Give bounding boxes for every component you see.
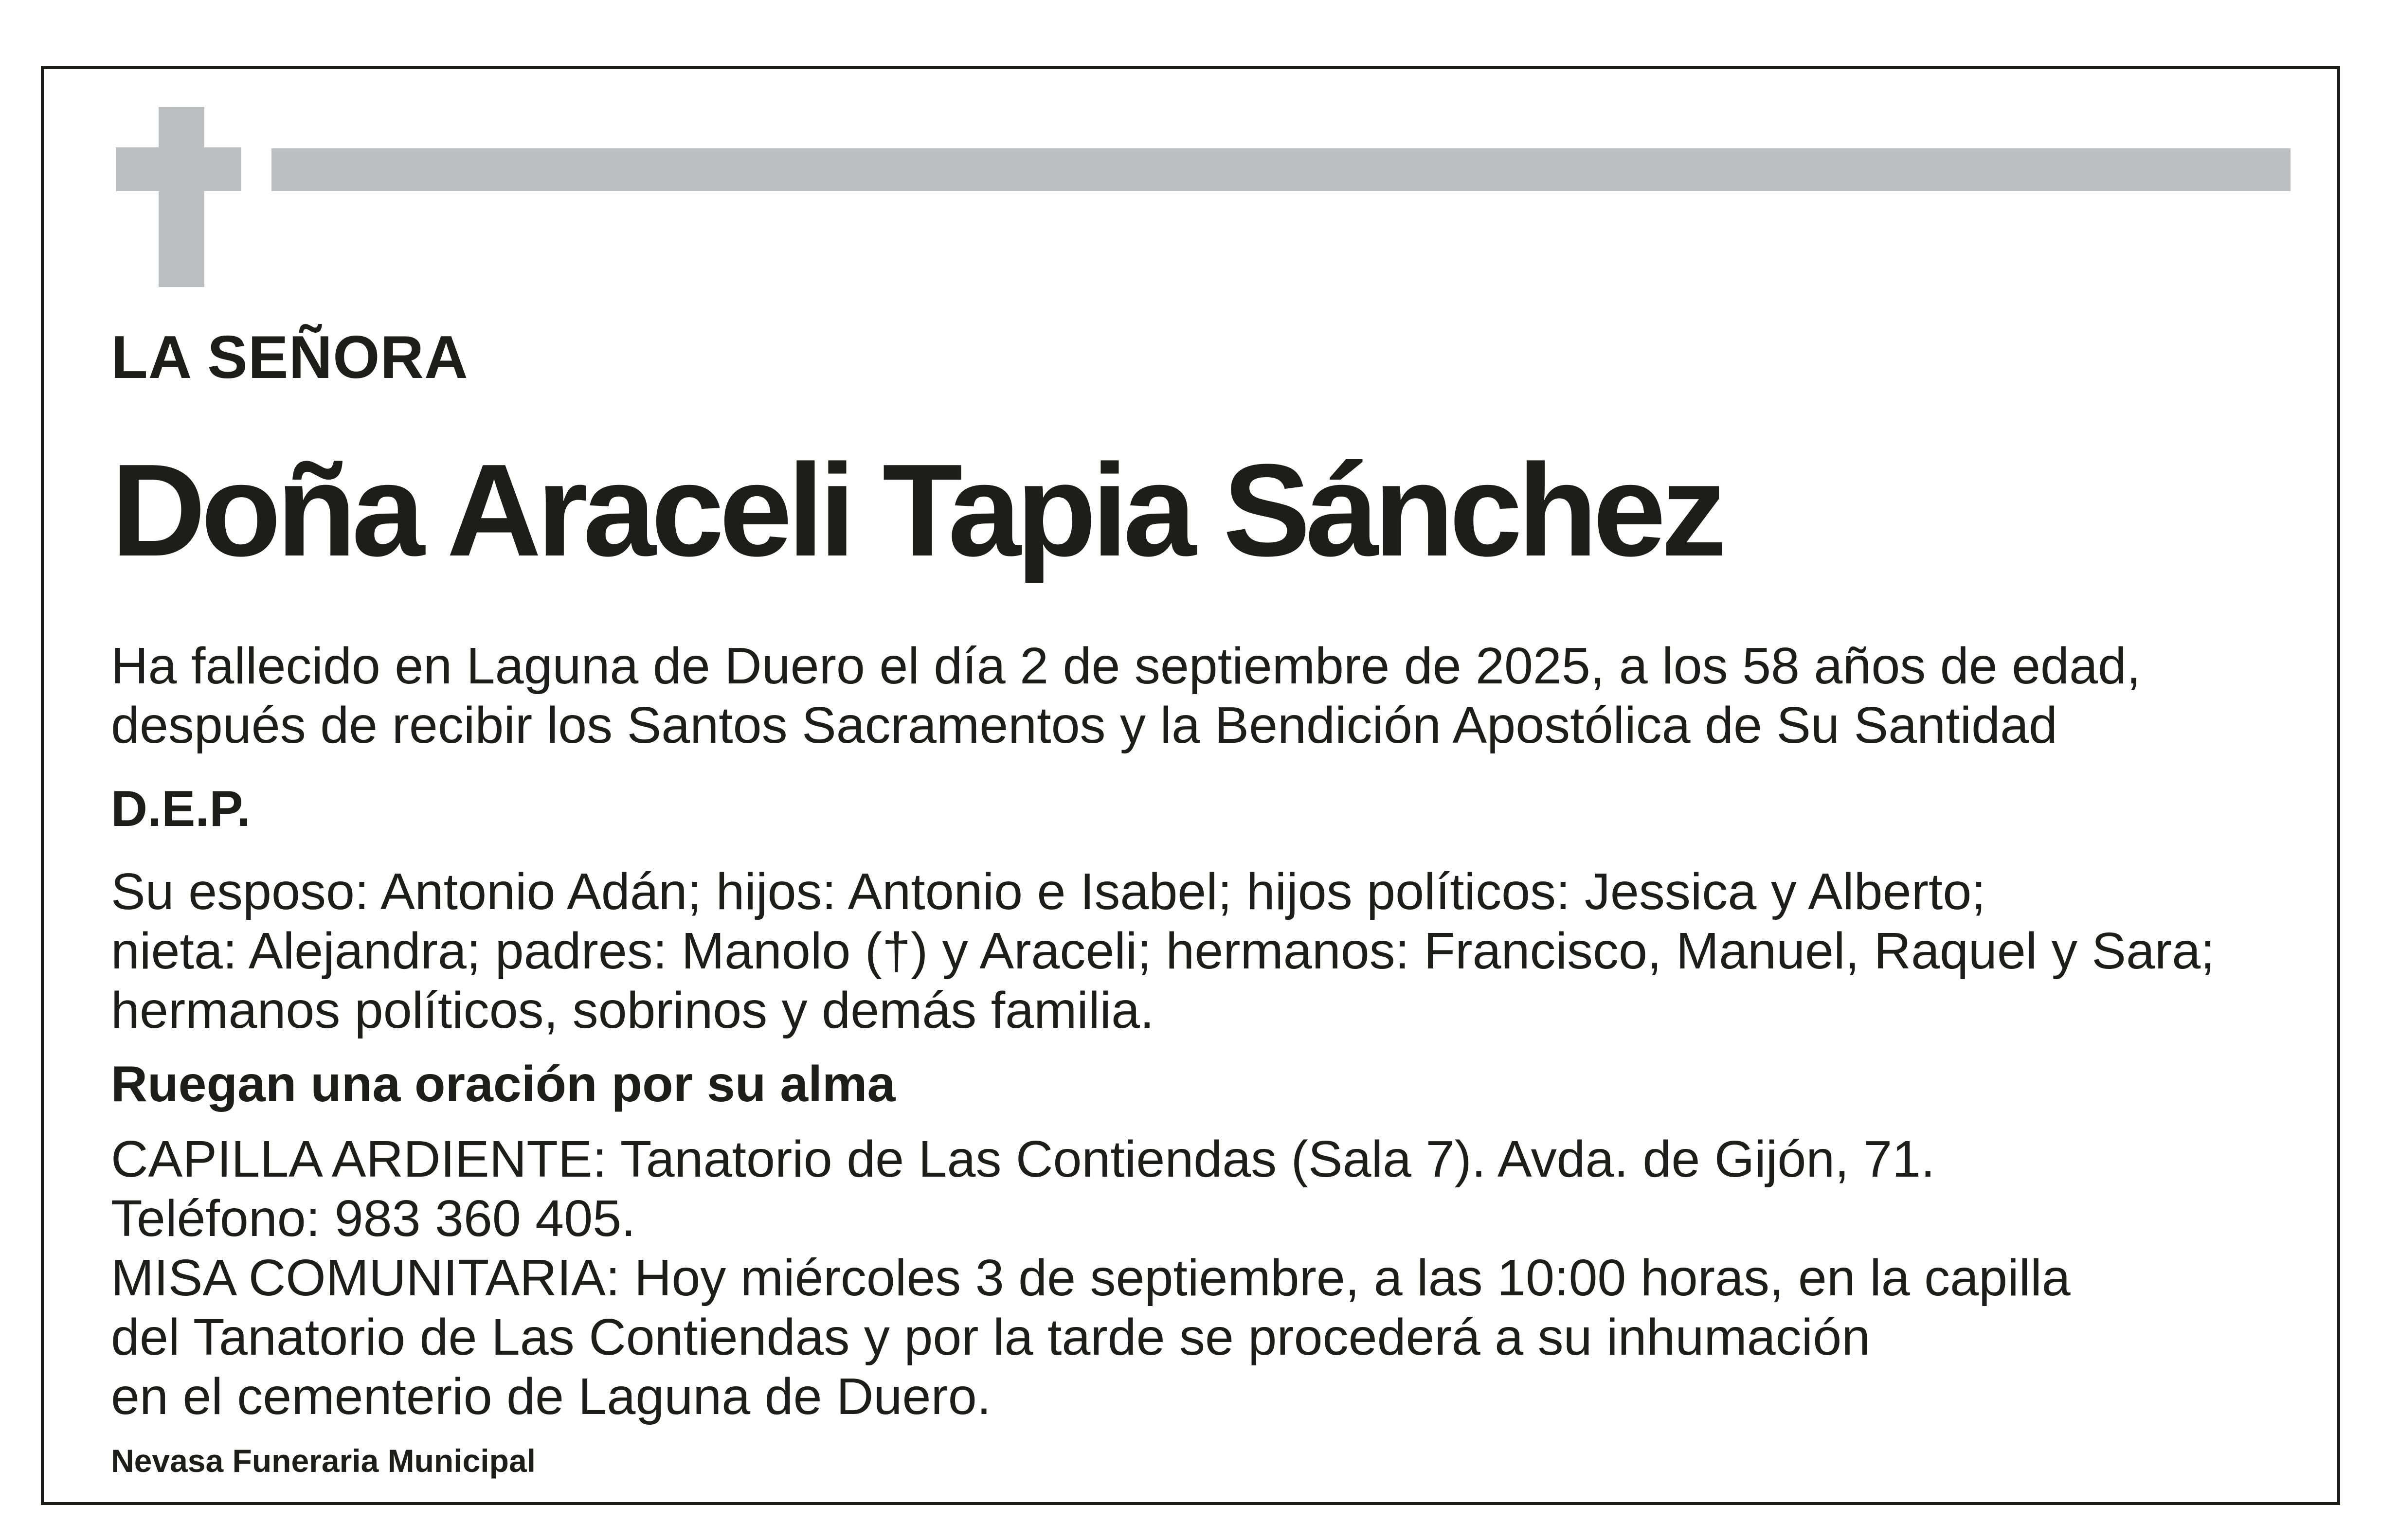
service-line: CAPILLA ARDIENTE: Tanatorio de Las Contiendas (Sala 7). Avda. de Gijón, 71. [111,1130,1935,1188]
service-line: en el cementerio de Laguna de Duero. [111,1368,992,1425]
family-line: nieta: Alejandra; padres: Manolo (†) y Araceli; hermanos: Francisco, Manuel, Raquel y Sara; [111,922,2215,980]
family-list [111,862,2215,1040]
death-notice-line: Ha fallecido en Laguna de Duero el día 2 de septiembre de 2025, a los 58 años de edad, [111,637,2141,695]
death-notice [111,636,2141,755]
service-line: del Tanatorio de Las Contiendas y por la tarde se procederá a su inhumación [111,1308,1871,1366]
service-line: Teléfono: 983 360 405. [111,1190,636,1247]
prayer-request: Ruegan una oración por su alma [111,1056,896,1112]
honorific-prefix: LA SEÑORA [111,324,469,391]
decorative-header-bar [271,148,2291,191]
rip-label: D.E.P. [111,781,251,837]
family-line: hermanos políticos, sobrinos y demás familia. [111,982,1154,1039]
service-line: MISA COMUNITARIA: Hoy miércoles 3 de septiembre, a las 10:00 horas, en la capilla [111,1249,2071,1307]
funeral-home-signature: Nevasa Funeraria Municipal [111,1443,536,1479]
service-details [111,1129,2071,1426]
death-notice-line: después de recibir los Santos Sacramentos y la Bendición Apostólica de Su Santidad [111,697,2057,754]
cross-icon-horizontal-bar [116,147,241,191]
deceased-name: Doña Araceli Tapia Sánchez [111,437,1722,584]
cross-icon-vertical-bar [159,107,204,287]
family-line: Su esposo: Antonio Adán; hijos: Antonio e Isabel; hijos políticos: Jessica y Alberto; [111,863,1986,920]
